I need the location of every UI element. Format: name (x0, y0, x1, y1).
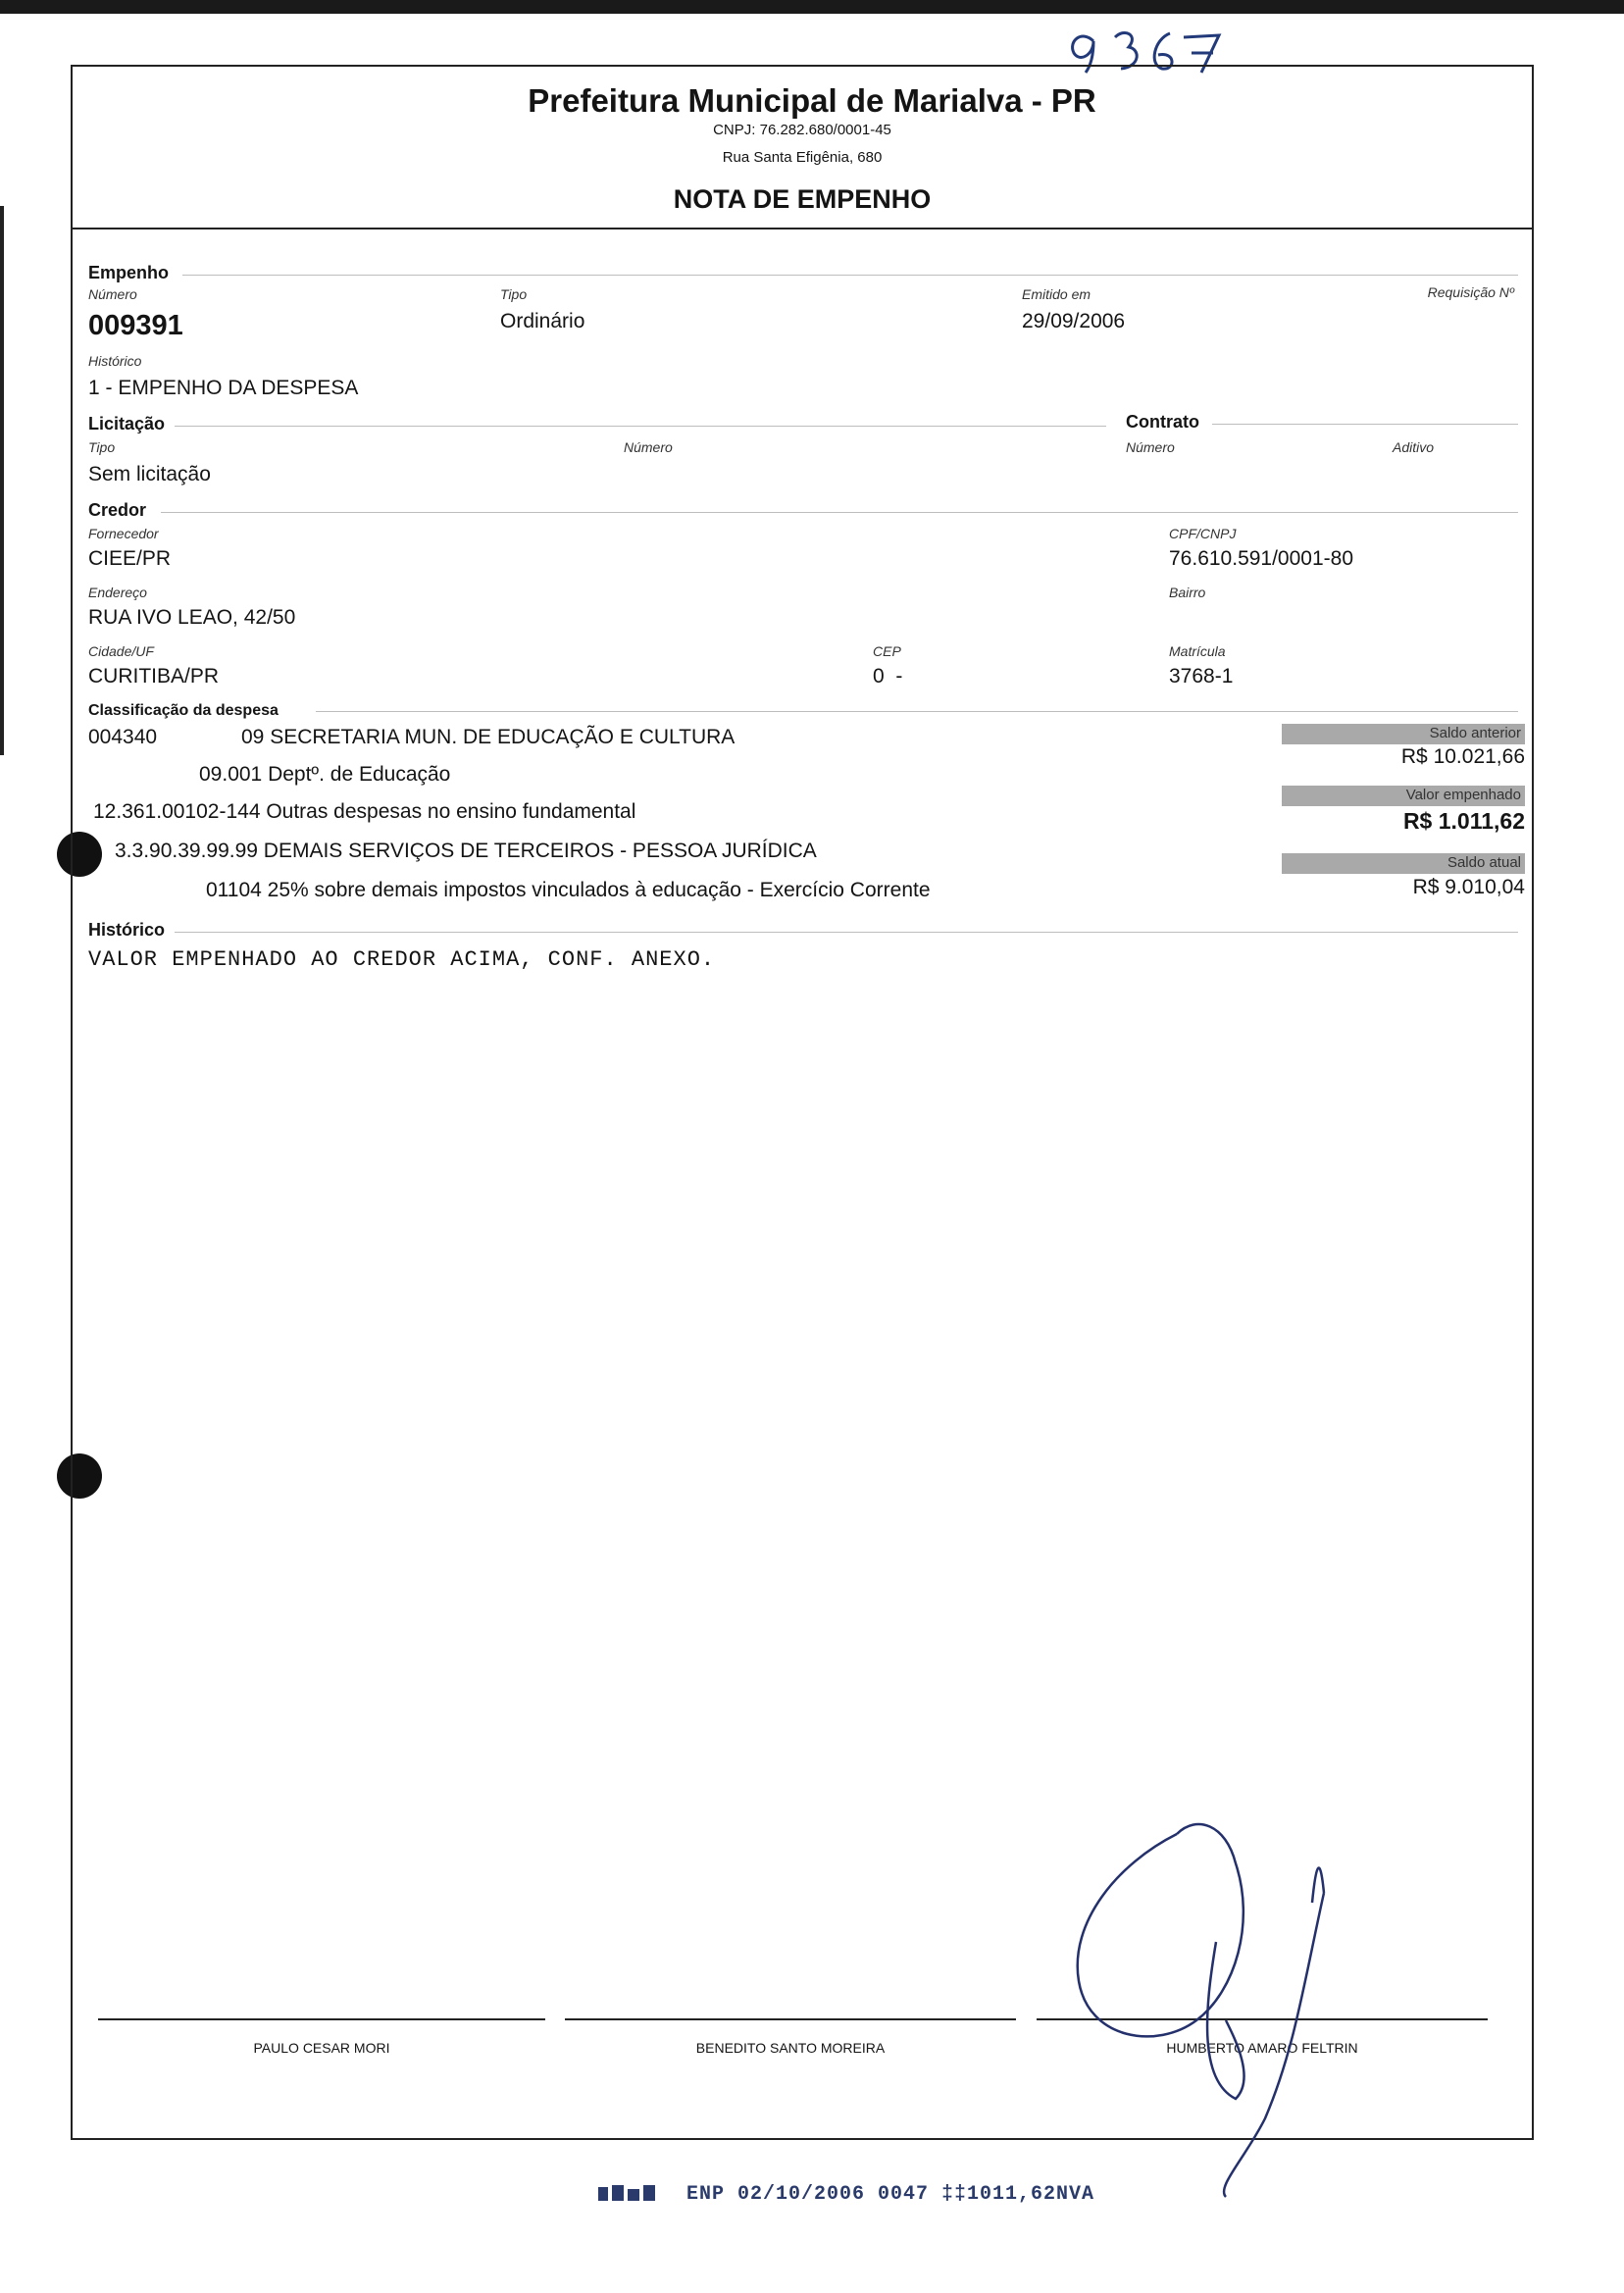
cidade-label: Cidade/UF (88, 643, 154, 659)
classificacao-funcional: 12.361.00102-144 Outras despesas no ensino fundamental (93, 800, 636, 823)
emitido-label: Emitido em (1022, 286, 1091, 302)
endereco: RUA IVO LEAO, 42/50 (88, 606, 296, 629)
emitido-date: 29/09/2006 (1022, 310, 1126, 332)
bairro-label: Bairro (1169, 585, 1206, 600)
signature-line (98, 2018, 545, 2020)
section-divider (316, 711, 1518, 712)
licitacao-tipo-label: Tipo (88, 439, 116, 455)
licitacao-tipo: Sem licitação (88, 463, 211, 485)
section-divider (161, 512, 1518, 513)
contrato-numero-label: Número (1126, 439, 1175, 455)
matricula: 3768-1 (1169, 665, 1234, 688)
credor-cnpj: 76.610.591/0001-80 (1169, 547, 1354, 570)
classificacao-fonte: 01104 25% sobre demais impostos vinculados à educação - Exercício Corrente (206, 879, 931, 901)
endereco-label: Endereço (88, 585, 147, 600)
classificacao-natureza: 3.3.90.39.99.99 DEMAIS SERVIÇOS DE TERCEIROS - PESSOA JURÍDICA (115, 840, 817, 862)
section-contrato: Contrato (1126, 412, 1199, 432)
contrato-aditivo-label: Aditivo (1393, 439, 1435, 455)
fornecedor-label: Fornecedor (88, 526, 159, 541)
section-divider (1212, 424, 1518, 425)
municipality-title: Prefeitura Municipal de Marialva - PR (528, 82, 1096, 119)
municipality-address: Rua Santa Efigênia, 680 (722, 149, 883, 166)
section-credor: Credor (88, 500, 147, 520)
stamp-logo (596, 2183, 657, 2205)
scan-border-left (0, 206, 4, 755)
handwritten-signature (1059, 1805, 1334, 2217)
fornecedor: CIEE/PR (88, 547, 172, 570)
empenho-historico: 1 - EMPENHO DA DESPESA (88, 377, 359, 399)
valor-empenhado-label: Valor empenhado (1282, 786, 1525, 806)
header-divider (73, 228, 1532, 229)
section-classificacao: Classificação da despesa (88, 702, 279, 719)
saldo-anterior-label: Saldo anterior (1282, 724, 1525, 744)
saldo-atual-label: Saldo atual (1282, 853, 1525, 874)
saldo-anterior: R$ 10.021,66 (1400, 745, 1525, 768)
saldo-atual: R$ 9.010,04 (1412, 876, 1525, 898)
classificacao-unidade: 09.001 Deptº. de Educação (199, 763, 451, 786)
classificacao-codigo: 004340 (88, 726, 158, 748)
section-empenho: Empenho (88, 263, 170, 282)
historico-text: VALOR EMPENHADO AO CREDOR ACIMA, CONF. ANEXO. (88, 947, 716, 972)
requisicao-label: Requisição Nº (1427, 284, 1514, 300)
document-title: NOTA DE EMPENHO (673, 184, 932, 214)
signatory-name: BENEDITO SANTO MOREIRA (695, 2040, 886, 2056)
empenho-numero-label: Número (88, 286, 137, 302)
signature-line (565, 2018, 1016, 2020)
valor-empenhado: R$ 1.011,62 (1402, 808, 1525, 834)
scan-border-top (0, 0, 1624, 14)
cidade: CURITIBA/PR (88, 665, 220, 688)
matricula-label: Matrícula (1169, 643, 1226, 659)
cep-label: CEP (873, 643, 901, 659)
section-historico: Histórico (88, 920, 166, 940)
empenho-tipo-label: Tipo (500, 286, 528, 302)
licitacao-numero-label: Número (624, 439, 673, 455)
cep: 0 - (873, 665, 903, 688)
signatory-name: HUMBERTO AMARO FELTRIN (1166, 2040, 1358, 2056)
classificacao-orgao: 09 SECRETARIA MUN. DE EDUCAÇÃO E CULTURA (241, 726, 736, 748)
empenho-tipo: Ordinário (500, 310, 585, 332)
stamp-text: ENP 02/10/2006 0047 ‡‡1011,62NVA (686, 2183, 1095, 2206)
section-divider (182, 275, 1518, 276)
section-licitacao: Licitação (88, 414, 166, 433)
empenho-historico-label: Histórico (88, 353, 142, 369)
section-divider (175, 426, 1106, 427)
municipality-cnpj: CNPJ: 76.282.680/0001-45 (713, 122, 891, 138)
signatory-name: PAULO CESAR MORI (253, 2040, 390, 2056)
empenho-numero: 009391 (88, 310, 183, 341)
cnpj-label: CPF/CNPJ (1169, 526, 1237, 541)
section-divider (175, 932, 1518, 933)
